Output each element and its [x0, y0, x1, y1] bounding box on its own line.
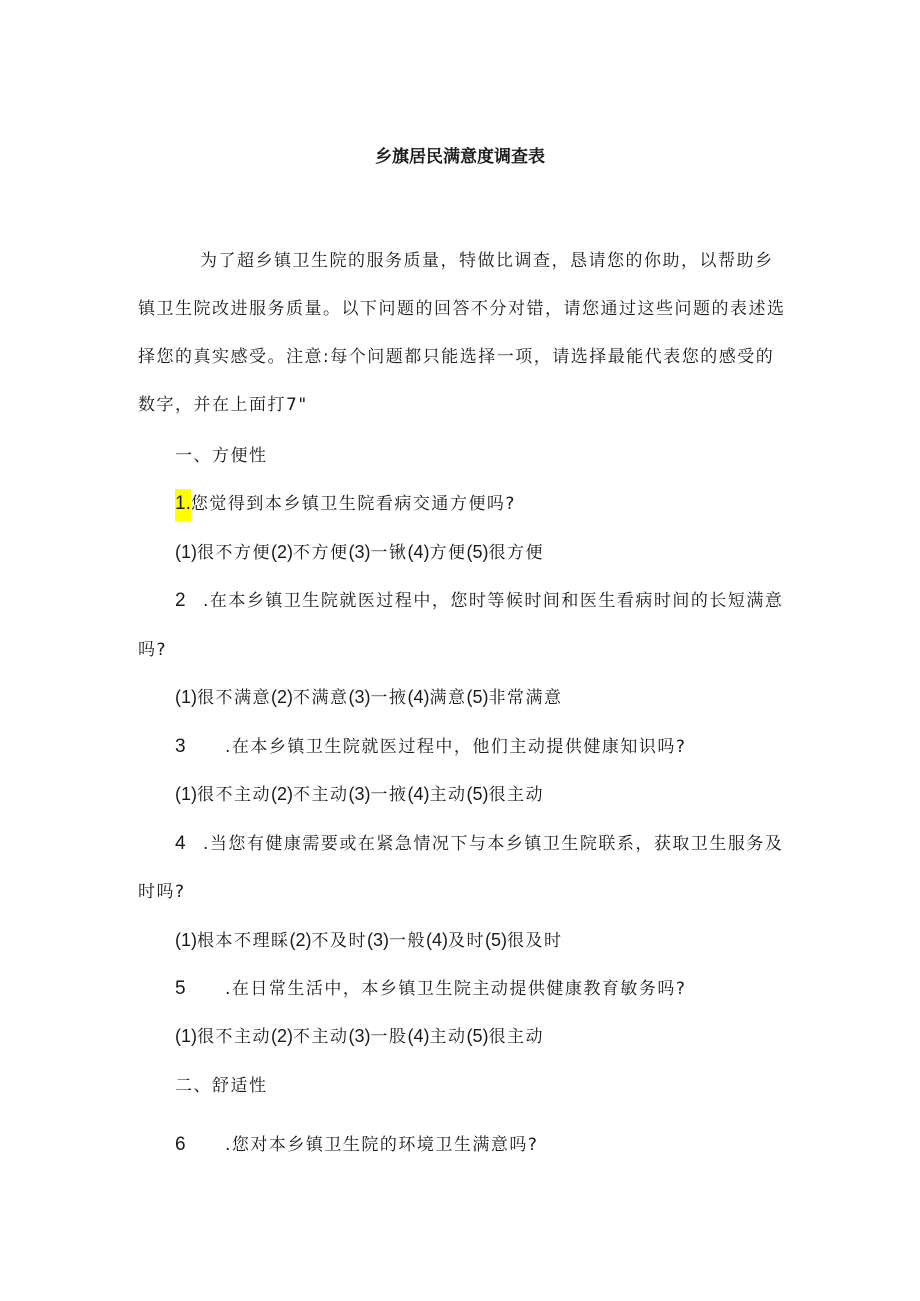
document-title: 乡旗居民满意度调查表: [375, 147, 545, 167]
q2-opt-3-label: 一掖: [370, 688, 408, 708]
section-heading-comfort: 二、舒适性: [175, 1076, 268, 1096]
q5-opt-4-num: (4): [407, 1026, 430, 1046]
question-1-text: 您觉得到本乡镇卫生院看病交通方便吗?: [190, 494, 516, 514]
q1-opt-4-label: 方便: [429, 543, 467, 563]
question-4: [175, 829, 783, 855]
q1-opt-2-label: 不方便: [293, 543, 349, 563]
q4-opt-4-num: (4): [426, 930, 448, 950]
q5-opt-2-num: (2): [271, 1026, 293, 1046]
q5-opt-5-label: 很主动: [488, 1027, 544, 1047]
q2-opt-4-label: 满意: [429, 688, 467, 708]
q2-opt-2-label: 不满意: [293, 688, 349, 708]
question-3-options: [175, 780, 544, 805]
question-4-text-line-2: 时吗?: [138, 882, 186, 902]
question-6-text: .您对本乡镇卫生院的环境卫生满意吗?: [225, 1135, 539, 1155]
question-1: [175, 489, 516, 521]
q1-opt-1-label: 很不方便: [197, 543, 271, 563]
q1-opt-3-label: 一锹: [370, 543, 408, 563]
q3-opt-2-num: (2): [271, 784, 293, 804]
q5-opt-3-label: 一股: [370, 1027, 408, 1047]
intro-line-1: 为了超乡镇卫生院的服务质量，特做比调查，恳请您的你助，以帮助乡: [200, 251, 774, 271]
q4-opt-1-num: (1): [175, 930, 197, 950]
q4-opt-5-num: (5): [485, 930, 507, 950]
q3-opt-5-num: (5): [466, 784, 489, 804]
q2-opt-1-label: 很不满意: [197, 688, 271, 708]
q3-opt-4-label: 主动: [429, 785, 467, 805]
question-1-options: [175, 538, 544, 563]
question-2-text-line-1: .在本乡镇卫生院就医过程中，您时等候时间和医生看病时间的长短满意: [203, 591, 784, 611]
question-3: [175, 732, 686, 758]
question-2-number: 2: [175, 590, 186, 611]
q3-opt-1-label: 很不主动: [197, 785, 271, 805]
q5-opt-3-num: (3): [348, 1026, 371, 1046]
question-2: [175, 586, 783, 612]
q3-opt-5-label: 很主动: [488, 785, 544, 805]
question-6-number: 6: [175, 1134, 186, 1155]
q2-opt-3-num: (3): [348, 687, 371, 707]
q4-opt-2-num: (2): [289, 930, 312, 950]
q5-opt-1-label: 很不主动: [197, 1027, 271, 1047]
question-4-text-line-1: .当您有健康需要或在紧急情况下与本乡镇卫生院联系，获取卫生服务及: [203, 834, 784, 854]
intro-line-2: 镇卫生院改进服务质量。以下问题的回答不分对错，请您通过这些问题的表述选: [138, 299, 786, 319]
q2-opt-2-num: (2): [271, 687, 293, 707]
q1-opt-4-num: (4): [407, 542, 430, 562]
q2-opt-1-num: (1): [175, 687, 197, 707]
question-5-options: [175, 1022, 544, 1047]
q3-opt-3-label: 一掖: [370, 785, 408, 805]
q5-opt-1-num: (1): [175, 1026, 197, 1046]
q2-opt-5-label: 非常满意: [488, 688, 563, 708]
intro-line-4: 数字，并在上面打7": [138, 395, 308, 415]
q3-opt-4-num: (4): [407, 784, 430, 804]
q3-opt-2-label: 不主动: [293, 785, 349, 805]
question-5-number: 5: [175, 978, 186, 999]
q5-opt-4-label: 主动: [429, 1027, 467, 1047]
q4-opt-5-label: 很及时: [507, 931, 563, 951]
question-2-text-line-2: 吗?: [138, 640, 168, 660]
q4-opt-3-label: 一般: [389, 931, 426, 951]
q1-opt-5-label: 很方便: [488, 543, 544, 563]
question-2-options: [175, 683, 563, 708]
q4-opt-3-num: (3): [367, 930, 389, 950]
q3-opt-3-num: (3): [348, 784, 371, 804]
question-3-text: .在本乡镇卫生院就医过程中，他们主动提供健康知识吗?: [225, 737, 687, 757]
q4-opt-1-label: 根本不理睬: [197, 931, 290, 951]
q4-opt-4-label: 及时: [448, 931, 485, 951]
question-6: [175, 1130, 538, 1156]
section-heading-convenience: 一、方便性: [175, 446, 268, 466]
question-3-number: 3: [175, 736, 186, 757]
q1-opt-5-num: (5): [466, 542, 489, 562]
question-5-text: .在日常生活中，本乡镇卫生院主动提供健康教育敏务吗?: [225, 979, 687, 999]
q1-opt-1-num: (1): [175, 542, 197, 562]
intro-line-3: 择您的真实感受。注意:每个问题都只能选择一项，请选择最能代表您的感受的: [138, 347, 775, 367]
q1-opt-2-num: (2): [271, 542, 293, 562]
question-5: [175, 974, 686, 1000]
q2-opt-5-num: (5): [466, 687, 489, 707]
q3-opt-1-num: (1): [175, 784, 197, 804]
q4-opt-2-label: 不及时: [311, 931, 367, 951]
question-4-number: 4: [175, 833, 186, 854]
question-4-options: [175, 926, 563, 951]
q5-opt-5-num: (5): [466, 1026, 489, 1046]
question-1-number: 1.: [175, 489, 191, 521]
q2-opt-4-num: (4): [407, 687, 430, 707]
q5-opt-2-label: 不主动: [293, 1027, 349, 1047]
q1-opt-3-num: (3): [348, 542, 371, 562]
